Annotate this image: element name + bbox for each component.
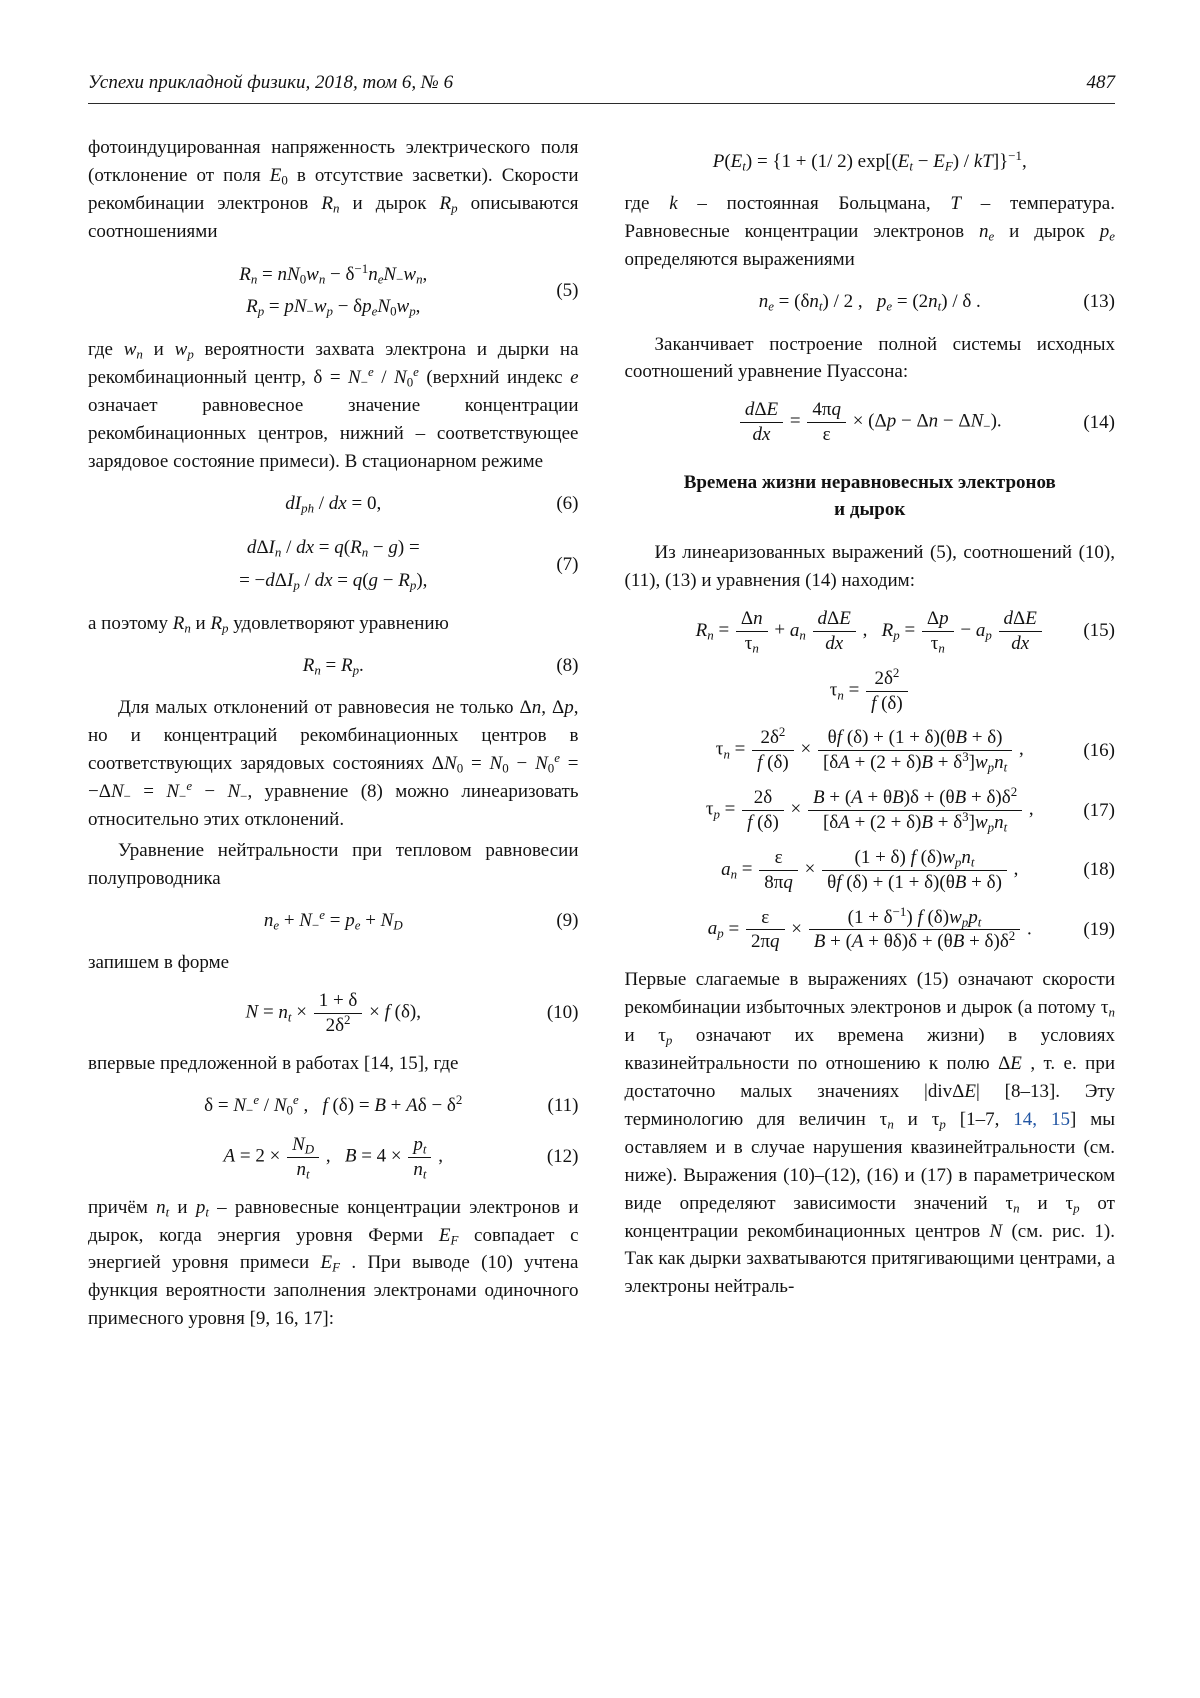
formula: = −dΔI$_p$ / dx = $q(g - R_p)$, — [239, 569, 428, 593]
formula: $\tau_n$ = $\frac{2\delta^2}{f (\delta)}$ — [625, 668, 1116, 715]
equation-tau-n — [625, 664, 1116, 715]
formula: $\delta = N_-^e / N_0^e$ , f $(\delta) = B + A\delta - \delta^2$ — [204, 1091, 463, 1118]
formula: $P(E_t) = \{1 + (1/$ 2) $\exp[(E_t - E_F) / kT]\}^{-1}$, — [712, 147, 1027, 174]
paragraph: а поэтому $R_n$ и $R_p$ удовлетворяют уравнению — [88, 612, 449, 636]
formula: dΔE dx = $\frac{4\pi q}{\varepsilon}$ × $(\Delta p - \Delta n - \Delta N_-)$. — [625, 399, 1116, 446]
equation-number: (19) — [1083, 918, 1115, 940]
equation-8 — [88, 651, 579, 681]
equation-number: (15) — [1083, 620, 1115, 642]
equation-14 — [625, 399, 1116, 446]
formula: dΔI$_n$ / dx = $q(R_n - g)$ = — [246, 537, 420, 560]
formula: $a_p$ = $\frac{\varepsilon}{2\pi q}$ × $(1 + \delta^{-1})$ f $(\delta)w_pp_t$ $B + (A + \theta\delta)\delta + (\theta B + \delta)\delta^2$ . — [707, 903, 1032, 953]
formula: $R_n = R_p$. — [302, 654, 364, 678]
paragraph: Уравнение нейтральности при тепловом равновесии полупроводника — [88, 839, 579, 889]
equation-number: (7) — [556, 553, 579, 575]
formula: $R_n$ = $\frac{\Delta n}{\tau_n}$ + $a_n$ dΔE dx , $R_p$ = $\frac{\Delta p}{\tau_n}$ − $a_p$ dΔE dx — [625, 608, 1116, 655]
equation-number: (10) — [546, 1002, 579, 1024]
paragraph: Из линеаризованных выражений (5), соотношений (10), (11), (13) и уравнения (14) находим: — [624, 542, 1115, 592]
equation-number: (8) — [556, 654, 579, 676]
formula: $\tau_n$ = $\frac{2\delta^2}{f (\delta)}$ × θf (δ) + (1 + δ)(θB + δ) $[\delta A + (2 + \delta)B + \delta^3]w_pn_t$ , — [715, 724, 1024, 775]
page-number: 487 — [1086, 72, 1115, 93]
formula: $\tau_p$ = $\frac{2\delta}{f (\delta)}$ × $B + (A + \theta B)\delta + (\theta B + \delta)\delta^2$ $[\delta A + (2 + \delta)B + \delta^3]w_pn_t$ , — [705, 784, 1034, 835]
equation-number: (18) — [1083, 859, 1115, 881]
equation-5 — [88, 259, 579, 324]
paragraph: запишем в форме — [88, 952, 230, 974]
equation-11 — [88, 1091, 579, 1121]
paragraph: Заканчивает построение полной системы исходных соотношений уравнение Пуассона: — [624, 333, 1115, 383]
equation-6 — [88, 489, 579, 519]
equation-10 — [88, 990, 579, 1037]
equation-number: (14) — [1083, 411, 1115, 433]
formula: $a_n$ = $\frac{\varepsilon}{8\pi q}$ × (1 + δ) f $(\delta)w_pn_t$ θf (δ) + (1 + δ)(θB + δ) , — [721, 846, 1019, 893]
citation-link[interactable]: 14, 15 — [1013, 1108, 1070, 1130]
two-column-body — [88, 134, 1115, 1336]
equation-13 — [625, 287, 1116, 317]
equation-7 — [88, 532, 579, 597]
formula: $dI_{ph}$ / dx = 0, — [285, 492, 382, 516]
equation-number: (17) — [1083, 799, 1115, 821]
equation-number: (5) — [556, 279, 579, 301]
right-column — [625, 134, 1116, 1336]
equation-fermi-function — [625, 147, 1116, 177]
equation-number: (16) — [1083, 739, 1115, 761]
paragraph: фотоиндуцированная напряженность электрического поля (отклонение от поля $E_0$ в отсутствие засветки). Скорости рекомбинации электронов $R_n$ и дырок $R_p$ описываются соотношениями — [88, 137, 579, 242]
equation-9 — [88, 906, 579, 936]
paragraph: где $w_n$ и $w_p$ вероятности захвата электрона и дырки на рекомбинационный центр, $\delta = N_-^e / N_0^e$ (верхний индекс e означает равновесное значение концентрации рекомбинационных центров, нижний – соответствующее зарядовое состояние примеси). В стационарном режиме — [88, 339, 579, 472]
equation-number: (6) — [556, 493, 579, 515]
formula: $R_n = nN_0w_n - \delta^{-1}n_eN_-w_n$, — [239, 260, 428, 287]
paragraph: где k – постоянная Больцмана, T – температура. Равновесные концентрации электронов $n_e$ и дырок $p_e$ определяются выражениями — [624, 193, 1115, 271]
equation-number: (11) — [547, 1094, 579, 1116]
equation-number: (12) — [546, 1146, 579, 1168]
equation-12 — [88, 1134, 579, 1181]
section-heading: Времена жизни неравновесных электронов и дырок — [683, 472, 1056, 520]
formula: $n_e + N_-^e = p_e + N_D$ — [263, 906, 403, 933]
paragraph: причём $n_t$ и $p_t$ – равновесные концентрации электронов и дырок, когда энергия уровня Ферми $E_F$ совпадает с энергией уровня примеси $E_F$ . При выводе (10) учтена функция вероятности заполнения электронами одиночного примесного уровня [9, 16, 17]: — [88, 1196, 579, 1330]
paragraph: Для малых отклонений от равновесия не только Δn, Δp, но и концентраций рекомбинационных центров в соответствующих зарядовых состояниях $\Delta N_0 = N_0 - N_0^e = -\Delta N_- = N_-^e - N_-$, уравнение (8) можно линеаризовать относительно этих отклонений. — [88, 697, 579, 830]
formula: A = 2 × $\frac{N_D}{n_t}$ , B = 4 × $\frac{p_t}{n_t}$ , — [223, 1133, 443, 1182]
equation-number: (9) — [556, 909, 579, 931]
equation-15 — [625, 608, 1116, 655]
paragraph: Первые слагаемые в выражениях (15) означают скорости рекомбинации избыточных электронов и дырок (а потому $\tau_n$ и $\tau_p$ означают их времена жизни) в условиях квазинейтральности по отношению к полю ΔE , т. е. при достаточно малых значениях |divΔE| [8–13]. Эту терминологию для величин $\tau_n$ и $\tau_p$ [1–7, 14, 15] мы оставляем и в случае нарушения квазинейтральности (см. ниже). Выражения (10)–(12), (16) и (17) в параметрическом виде определяют зависимости значений $\tau_n$ и $\tau_p$ от концентрации рекомбинационных центров N (см. рис. 1). Так как дырки захватываются притягивающими центрами, а электроны нейтраль- — [624, 969, 1115, 1298]
formula: $N = n_t$ × $\frac{1 + \delta}{2\delta^2}$ × f (δ), — [245, 989, 421, 1036]
journal-title: Успехи прикладной физики, 2018, том 6, № 6 — [88, 72, 454, 93]
equation-16 — [625, 724, 1116, 775]
equation-number: (13) — [1083, 291, 1115, 313]
formula: $n_e = (\delta n_t) / 2$ , $p_e = (2n_t) / \delta$ . — [758, 291, 981, 314]
equation-18 — [625, 847, 1116, 894]
formula: $R_p = pN_-w_p - \delta p_eN_0w_p$, — [246, 295, 421, 319]
page-header — [88, 72, 1115, 104]
paragraph: впервые предложенной в работах [14, 15], где — [88, 1052, 459, 1074]
equation-19 — [625, 903, 1116, 954]
left-column — [88, 134, 579, 1336]
equation-17 — [625, 784, 1116, 835]
